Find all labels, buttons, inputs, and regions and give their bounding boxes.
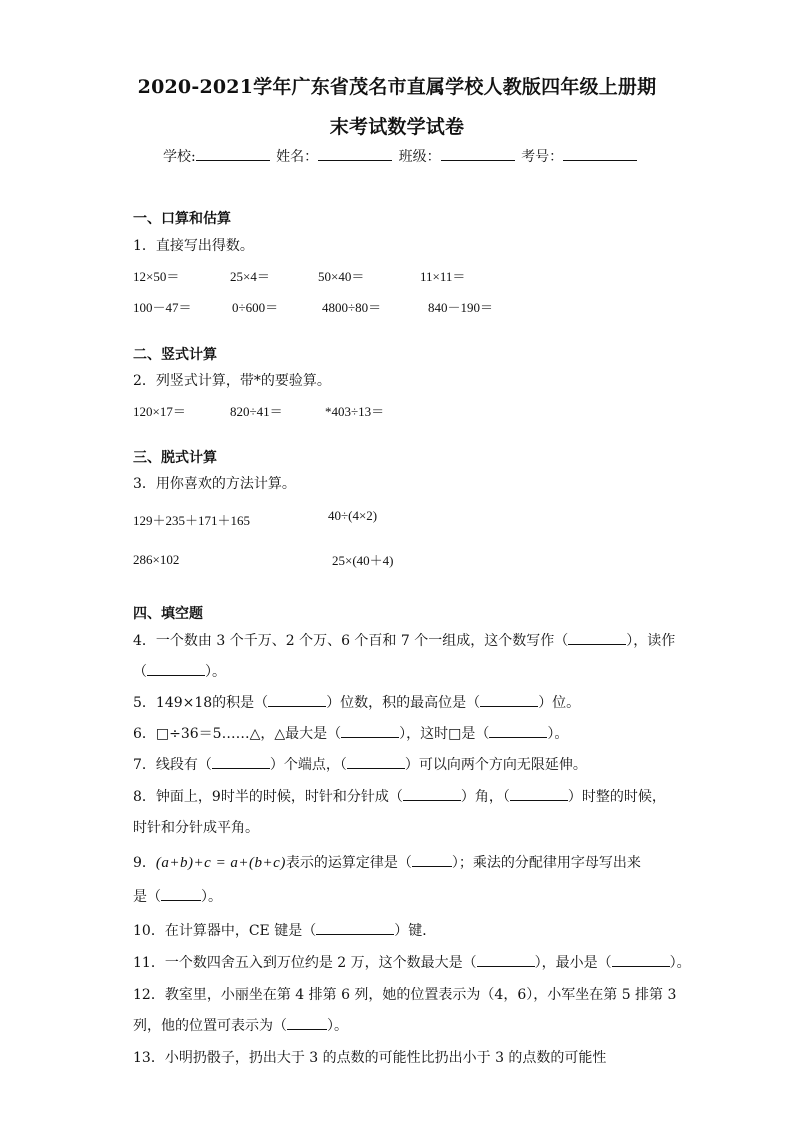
question-4 [133,630,675,650]
q6-text: 6．□÷36＝5……△，△最大是（ [133,726,342,742]
q11-text: ），最小是（ [534,955,612,971]
answer-blank[interactable] [147,662,205,676]
answer-blank[interactable] [287,1016,327,1030]
name-blank[interactable] [318,146,392,161]
q4-text: （ [133,664,147,680]
question-7 [133,754,587,774]
q1-expr: 100－47＝ [133,300,192,315]
answer-blank[interactable] [480,693,538,707]
q12-text: 列，他的位置可表示为（ [133,1018,287,1034]
exam-title-line1: 2020-2021学年广东省茂名市直属学校人教版四年级上册期 [137,76,657,98]
answer-blank[interactable] [341,724,399,738]
q5-text: ）位。 [538,695,581,711]
q1-expr: 11×11＝ [420,269,466,284]
q5-text: ）位数，积的最高位是（ [326,695,481,711]
question-9-cont [133,886,222,906]
question-10 [133,920,436,940]
q9-formula: (a+b)+c = a+(b+c) [155,855,286,871]
exam-title-line2: 末考试数学试卷 [329,116,465,138]
q3-expr: 25×(40＋4) [332,553,394,568]
q10-text: 10．在计算器中，CE 键是（ [133,923,317,939]
answer-blank[interactable] [477,953,535,967]
q2-expr: *403÷13＝ [325,404,385,419]
q9-text: 9． [133,855,156,871]
question-11 [133,952,691,972]
section-heading-3: 三、脱式计算 [133,450,217,466]
q9-text: ）。 [201,889,222,905]
question-13: 13．小明扔骰子，扔出大于 3 的点数的可能性比扔出小于 3 的点数的可能性 [133,1050,607,1066]
answer-blank[interactable] [347,755,405,769]
school-label: 学校: [163,149,196,165]
q7-text: 7．线段有（ [133,757,212,773]
q9-text: ）；乘法的分配律用字母写出来 [451,855,641,871]
answer-blank[interactable] [268,693,326,707]
q7-text: ）个端点，（ [269,757,347,773]
q10-text: ）键． [394,923,437,939]
section-heading-2: 二、竖式计算 [133,347,217,363]
q4-text: ）。 [205,664,226,680]
question-8 [133,786,666,806]
class-blank[interactable] [441,146,515,161]
question-1-text: 1．直接写出得数。 [133,238,254,254]
q1-expr: 4800÷80＝ [322,300,382,315]
q6-text: ）。 [547,726,569,742]
answer-blank[interactable] [568,631,626,645]
answer-blank[interactable] [316,921,394,935]
answer-blank[interactable] [412,853,452,867]
q9-text: 表示的运算定律是（ [285,855,412,871]
q3-expr: 129＋235＋171＋165 [133,513,251,528]
question-4-cont [133,661,226,681]
number-label: 考号： [521,149,564,165]
answer-blank[interactable] [212,755,270,769]
q2-expr: 120×17＝ [133,404,186,419]
school-blank[interactable] [196,146,270,161]
q5-text: 5．149×18的积是（ [133,695,269,711]
q4-text: ），读作 [626,633,676,649]
q2-expr: 820÷41＝ [230,404,283,419]
answer-blank[interactable] [510,787,568,801]
answer-blank[interactable] [403,787,461,801]
q8-text: ）时整的时候， [567,789,666,805]
question-3-text: 3．用你喜欢的方法计算。 [133,476,296,492]
question-2-text: 2．列竖式计算，带*的要验算。 [133,373,331,389]
q7-text: ）可以向两个方向无限延伸。 [404,757,587,773]
section-heading-1: 一、口算和估算 [133,211,231,227]
q1-expr: 0÷600＝ [232,300,279,315]
answer-blank[interactable] [612,953,670,967]
q1-expr: 50×40＝ [318,269,365,284]
class-label: 班级： [398,149,441,165]
question-8-cont: 时针和分针成平角。 [133,820,259,836]
question-9 [133,852,641,872]
q11-text: ）。 [669,955,691,971]
q1-expr: 25×4＝ [230,269,270,284]
q6-text: ），这时□是（ [399,726,490,742]
q3-expr: 286×102 [133,552,180,567]
question-12-cont [133,1015,348,1035]
q9-text: 是（ [133,889,161,905]
answer-blank[interactable] [161,887,201,901]
q1-expr: 840－190＝ [428,300,494,315]
q12-text: ）。 [327,1018,348,1034]
q3-expr: 40÷(4×2) [328,508,378,523]
section-heading-4: 四、填空题 [133,606,203,622]
question-6 [133,723,568,743]
q8-text: 8．钟面上，9时半的时候，时针和分针成（ [133,789,403,805]
number-blank[interactable] [563,146,637,161]
q8-text: ）角，（ [460,789,510,805]
q4-text: 4．一个数由 3 个千万、2 个万、6 个百和 7 个一组成，这个数写作（ [133,633,569,649]
answer-blank[interactable] [489,724,547,738]
name-label: 姓名： [276,149,319,165]
student-info-row [163,146,639,166]
q1-expr: 12×50＝ [133,269,180,284]
question-5 [133,692,580,712]
q11-text: 11．一个数四舍五入到万位约是 2 万，这个数最大是（ [133,955,477,971]
question-12: 12．教室里，小丽坐在第 4 排第 6 列，她的位置表示为（4，6），小军坐在第 5 排第 3 [133,987,677,1003]
